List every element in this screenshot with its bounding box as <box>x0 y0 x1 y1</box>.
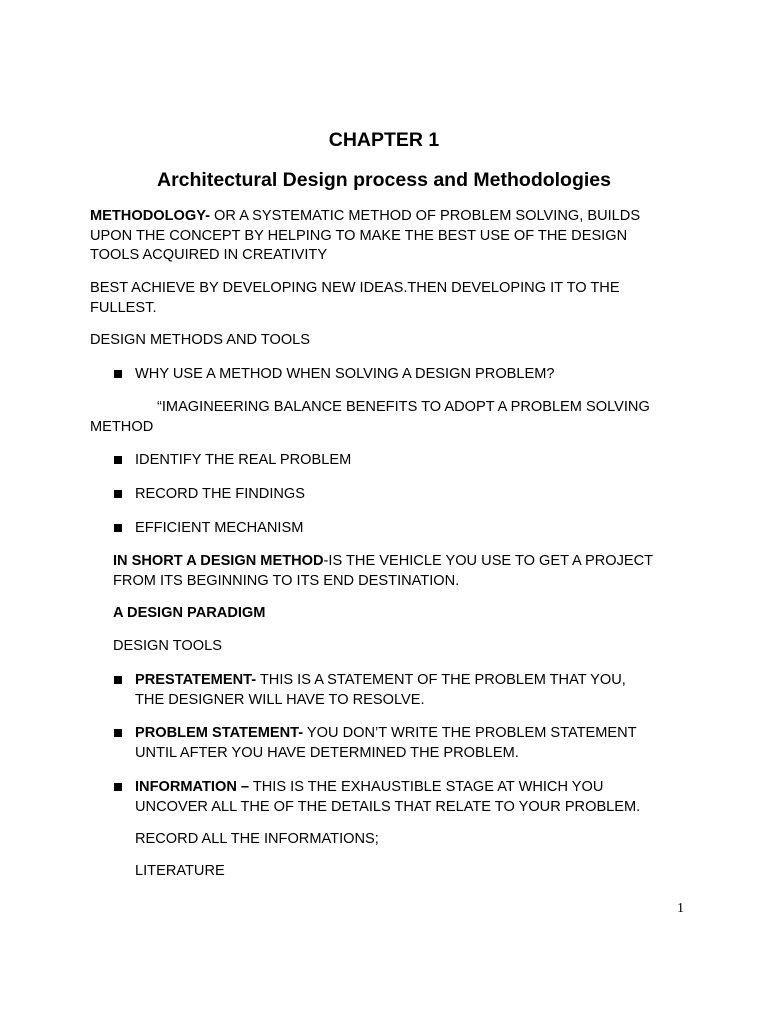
tool-line-1-text: THIS IS A STATEMENT OF THE PROBLEM THAT YOU, <box>256 672 626 688</box>
tool-line-2: THE DESIGNER WILL HAVE TO RESOLVE. <box>135 691 425 708</box>
quote-line-1: “IMAGINEERING BALANCE BENEFITS TO ADOPT A PROBLEM SOLVING <box>157 399 650 415</box>
bullet-reason: EFFICIENT MECHANISM <box>135 520 304 536</box>
methodology-line-2: UPON THE CONCEPT BY HELPING TO MAKE THE BEST USE OF THE DESIGN <box>90 227 628 244</box>
tool-line-2: UNTIL AFTER YOU HAVE DETERMINED THE PROBLEM. <box>135 744 519 761</box>
square-bullet-icon <box>114 729 122 737</box>
tool-line-1 <box>135 778 640 798</box>
bullet-reason: IDENTIFY THE REAL PROBLEM <box>135 452 352 468</box>
bullet-reason: RECORD THE FINDINGS <box>135 486 306 502</box>
tool-term: INFORMATION – <box>135 779 250 795</box>
tool-term: PRESTATEMENT- <box>135 672 257 688</box>
best-achieve-line-1: BEST ACHIEVE BY DEVELOPING NEW IDEAS.THEN DEVELOPING IT TO THE <box>90 280 620 296</box>
tool-problem-statement <box>135 724 637 763</box>
square-bullet-icon <box>114 370 122 378</box>
tool-information <box>135 778 640 817</box>
square-bullet-icon <box>114 456 122 464</box>
literature-text: LITERATURE <box>135 863 225 879</box>
square-bullet-icon <box>114 676 122 684</box>
page-number: 1 <box>677 901 684 916</box>
chapter-heading: CHAPTER 1 <box>328 129 440 151</box>
bullet-why: WHY USE A METHOD WHEN SOLVING A DESIGN PROBLEM? <box>135 366 555 382</box>
design-paradigm-heading: A DESIGN PARADIGM <box>113 605 266 621</box>
methodology-term: METHODOLOGY- <box>90 208 210 224</box>
tool-line-1-text: YOU DON’T WRITE THE PROBLEM STATEMENT <box>303 725 637 741</box>
in-short-term: IN SHORT A DESIGN METHOD <box>113 553 324 569</box>
in-short-line-2: FROM ITS BEGINNING TO ITS END DESTINATION. <box>113 572 460 589</box>
in-short-line-1-text: -IS THE VEHICLE YOU USE TO GET A PROJECT <box>323 553 654 569</box>
square-bullet-icon <box>114 490 122 498</box>
tool-line-1-text: THIS IS THE EXHAUSTIBLE STAGE AT WHICH YOU <box>249 779 604 795</box>
in-short-paragraph <box>113 552 653 591</box>
section-heading-methods: DESIGN METHODS AND TOOLS <box>90 332 311 348</box>
in-short-line-1 <box>113 552 653 572</box>
best-achieve-line-2: FULLEST. <box>90 299 157 316</box>
tool-line-1 <box>135 671 626 691</box>
methodology-line-3: TOOLS ACQUIRED IN CREATIVITY <box>90 247 328 263</box>
tool-term: PROBLEM STATEMENT- <box>135 725 304 741</box>
square-bullet-icon <box>114 524 122 532</box>
tool-line-2: UNCOVER ALL THE OF THE DETAILS THAT RELATE TO YOUR PROBLEM. <box>135 798 641 815</box>
document-title: Architectural Design process and Methodologies <box>156 169 611 191</box>
square-bullet-icon <box>114 783 122 791</box>
tool-line-1 <box>135 724 637 744</box>
best-achieve-paragraph <box>90 279 620 318</box>
methodology-line-1 <box>90 207 640 227</box>
record-all-text: RECORD ALL THE INFORMATIONS; <box>135 831 379 847</box>
design-tools-heading: DESIGN TOOLS <box>113 638 222 654</box>
tool-prestatement <box>135 671 626 710</box>
methodology-line-1-text: OR A SYSTEMATIC METHOD OF PROBLEM SOLVING, BUILDS <box>210 208 641 224</box>
methodology-paragraph <box>90 207 640 266</box>
quote-line-2: METHOD <box>90 419 154 435</box>
